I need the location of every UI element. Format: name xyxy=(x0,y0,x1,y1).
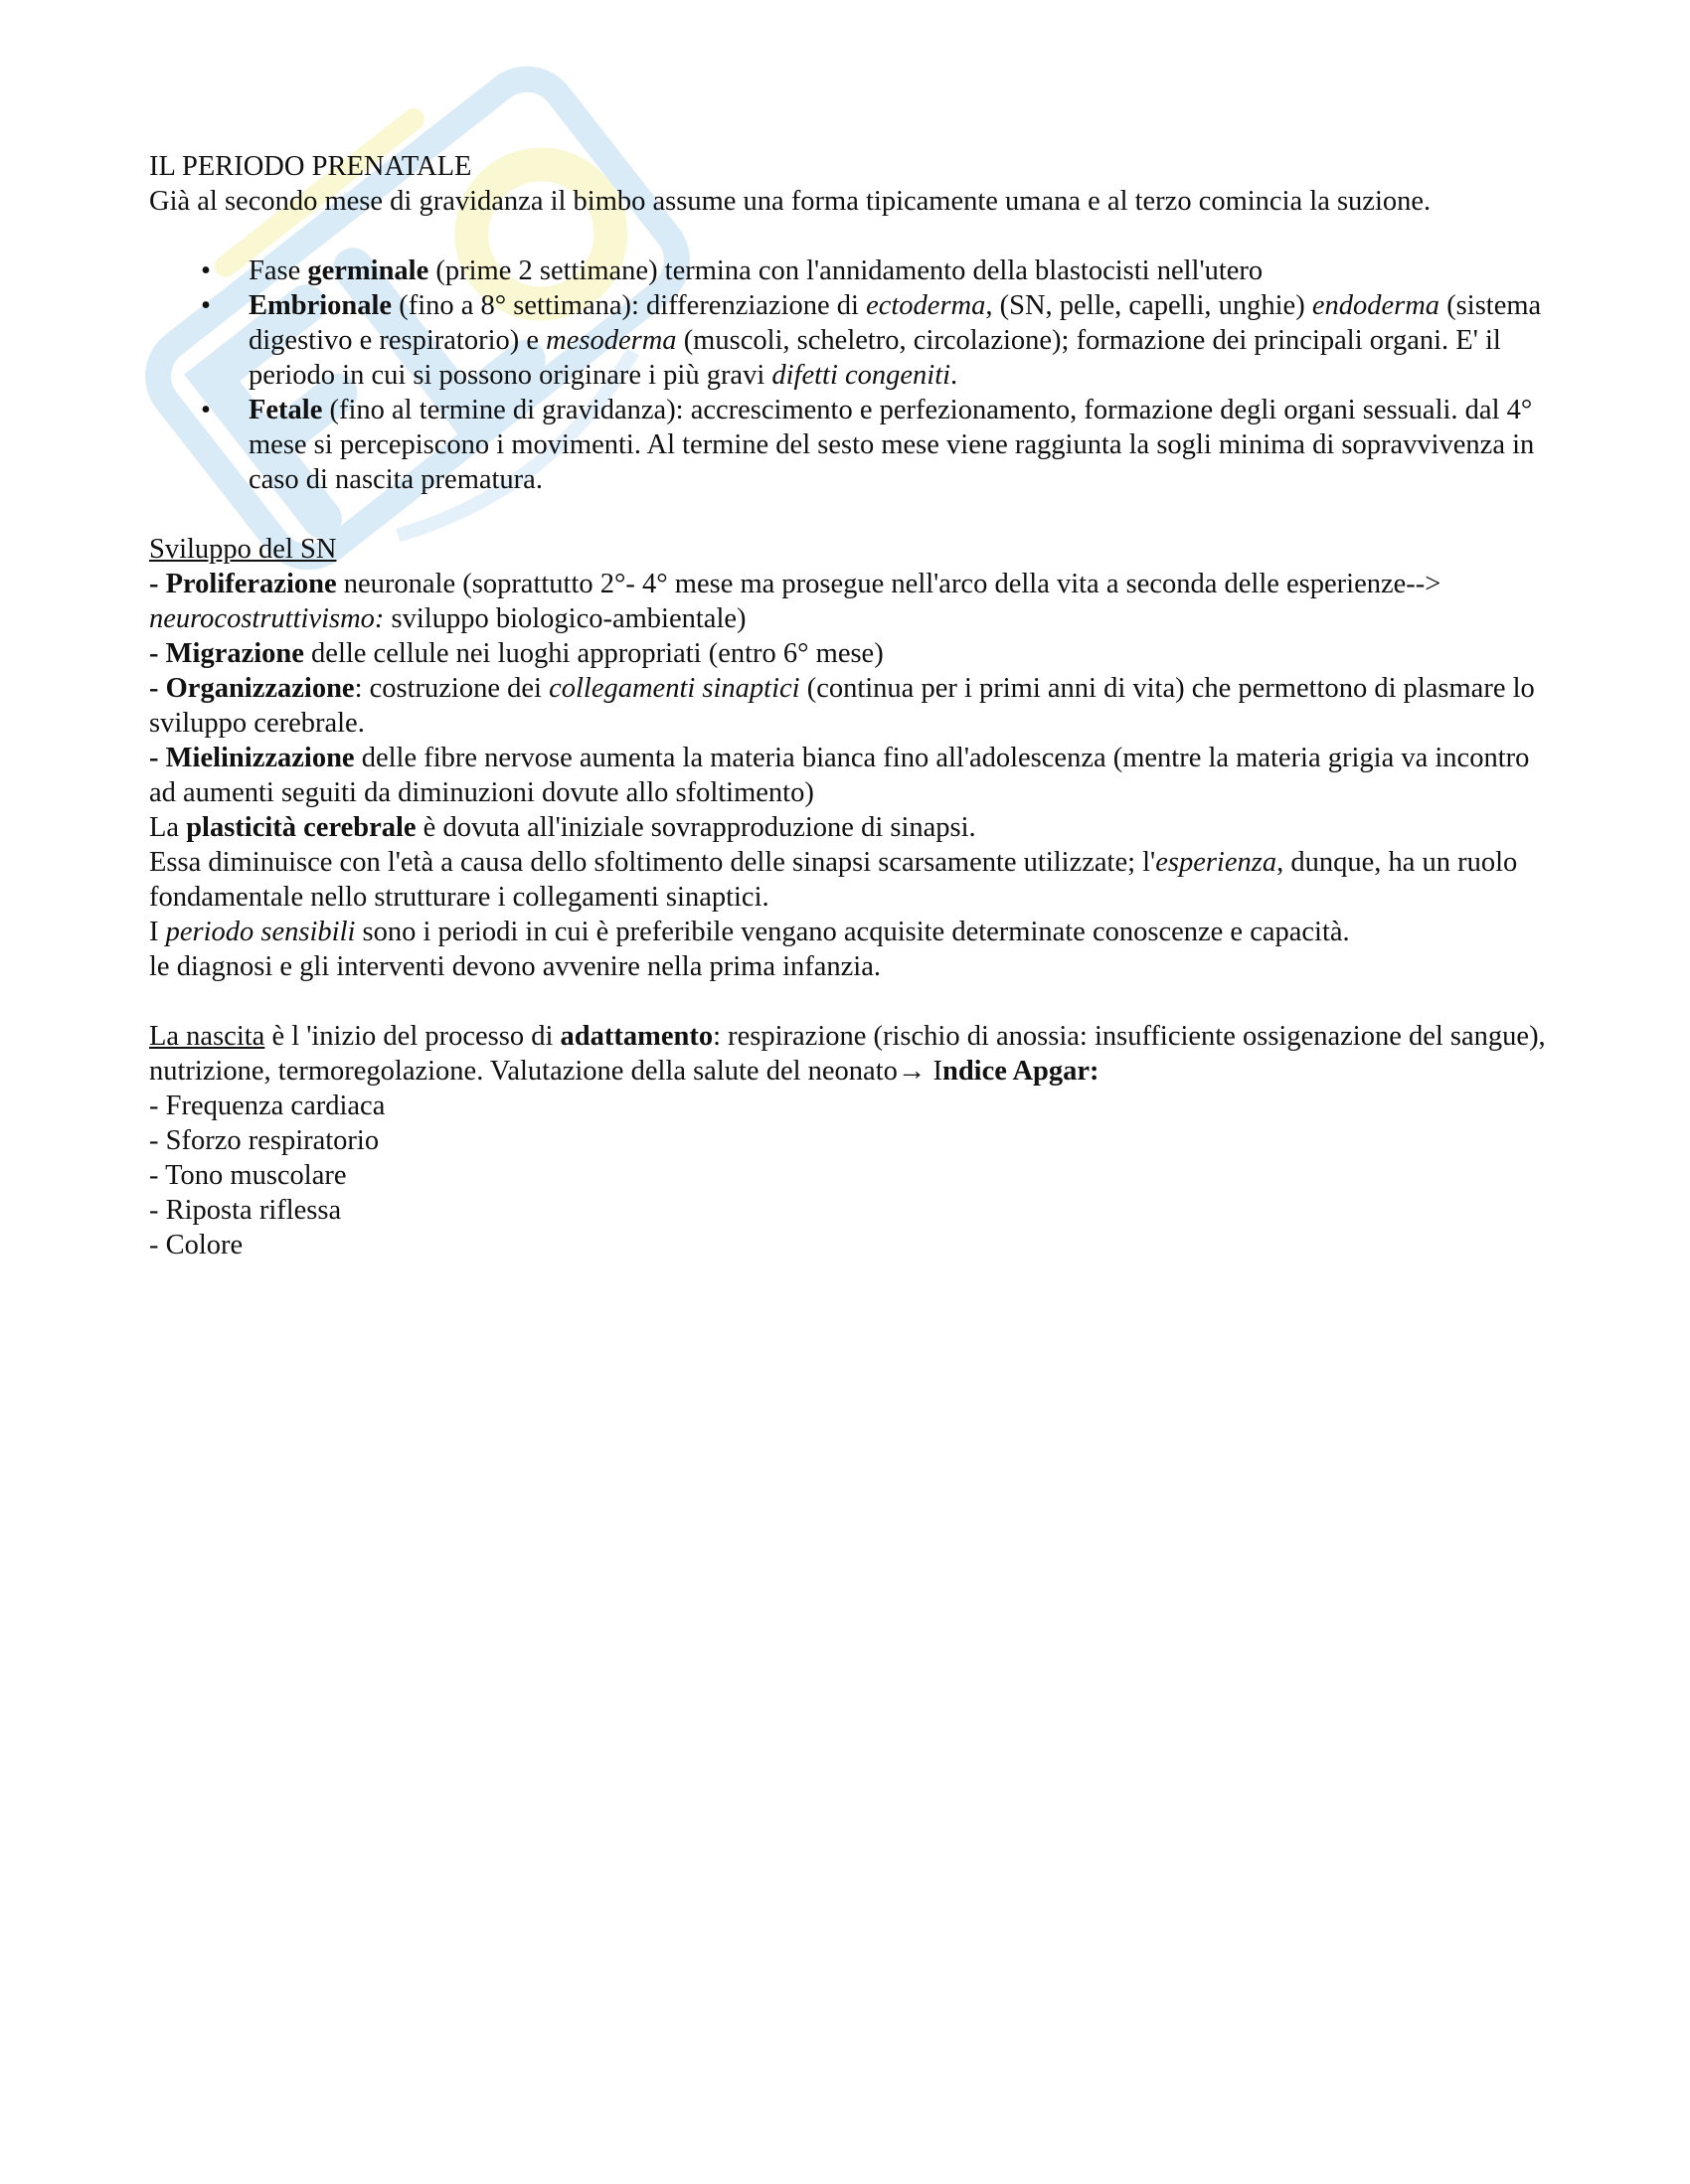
page-title: IL PERIODO PRENATALE xyxy=(149,151,472,182)
section-heading-sviluppo-sn: Sviluppo del SN xyxy=(149,534,337,565)
paragraph-periodi-sensibili: I periodo sensibili sono i periodi in cui è preferibile vengano acquisite determinate conoscenze e capacità. xyxy=(149,917,1350,947)
paragraph-diagnosi: le diagnosi e gli interventi devono avvenire nella prima infanzia. xyxy=(149,951,881,982)
apgar-list xyxy=(149,1089,1551,1262)
list-item: - Colore xyxy=(149,1230,244,1260)
paragraph-plasticita: La plasticità cerebrale è dovuta all'iniziale sovrapproduzione di sinapsi. xyxy=(149,812,976,843)
list-item: - Frequenza cardiaca xyxy=(149,1091,386,1121)
list-item: - Sforzo respiratorio xyxy=(149,1125,380,1156)
section-heading-nascita: La nascita xyxy=(149,1021,265,1052)
right-arrow-icon: → xyxy=(897,1056,927,1087)
intro-paragraph: Già al secondo mese di gravidanza il bimbo assume una forma tipicamente umana e al terzo comincia la suzione. xyxy=(149,186,1432,217)
list-item: • Fase germinale (prime 2 settimane) termina con l'annidamento della blastocisti nell'utero xyxy=(201,255,1264,286)
term-embrionale: Embrionale xyxy=(249,290,393,321)
list-item: • Fetale (fino al termine di gravidanza): accrescimento e perfezionamento, formazione degli organi sessuali. dal 4° mese si percepiscono i movimenti. Al termine del sesto mese viene raggiunta la sogli minima di sopravvivenza in caso di nascita prematura. xyxy=(201,395,1535,495)
bullet-glyph: • xyxy=(201,395,211,425)
paragraph-organizzazione: - Organizzazione: costruzione dei collegamenti sinaptici (continua per i primi anni di vita) che permettono di plasmare lo sviluppo cerebrale. xyxy=(149,673,1535,739)
paragraph-esperienza: Essa diminuisce con l'età a causa dello sfoltimento delle sinapsi scarsamente utilizzate; l'esperienza, dunque, ha un ruolo fondamentale nello strutturare i collegamenti sinaptici. xyxy=(149,847,1518,913)
bullet-glyph: • xyxy=(201,255,211,286)
paragraph-migrazione: - Migrazione delle cellule nei luoghi appropriati (entro 6° mese) xyxy=(149,638,884,669)
paragraph-nascita: La nascita è l 'inizio del processo di adattamento: respirazione (rischio di anossia: insufficiente ossigenazione del sangue), nutrizione, termoregolazione. Valutazione della salute del neonato→ Indice Apgar: xyxy=(149,1021,1546,1087)
list-item: - Riposta riflessa xyxy=(149,1195,342,1226)
term-fetale: Fetale xyxy=(249,395,323,425)
term-germinale: germinale xyxy=(307,255,429,286)
bullet-glyph: • xyxy=(201,290,211,321)
prenatal-phases-list xyxy=(149,253,1551,497)
list-item: • Embrionale (fino a 8° settimana): differenziazione di ectoderma, (SN, pelle, capelli, unghie) endoderma (sistema digestivo e respiratorio) e mesoderma (muscoli, scheletro, circolazione); formazione dei principali organi. E' il periodo in cui si possono originare i più gravi difetti congeniti. xyxy=(201,290,1542,391)
paragraph-mielinizzazione: - Mielinizzazione delle fibre nervose aumenta la materia bianca fino all'adolescenza (mentre la materia grigia va incontro ad aumenti seguiti da diminuzioni dovute allo sfoltimento) xyxy=(149,743,1530,808)
list-item: - Tono muscolare xyxy=(149,1160,347,1191)
paragraph-proliferazione: - Proliferazione neuronale (soprattutto 2°- 4° mese ma prosegue nell'arco della vita a seconda delle esperienze--> neurocostruttivismo: sviluppo biologico-ambientale) xyxy=(149,569,1441,634)
document-body xyxy=(149,149,1551,1262)
